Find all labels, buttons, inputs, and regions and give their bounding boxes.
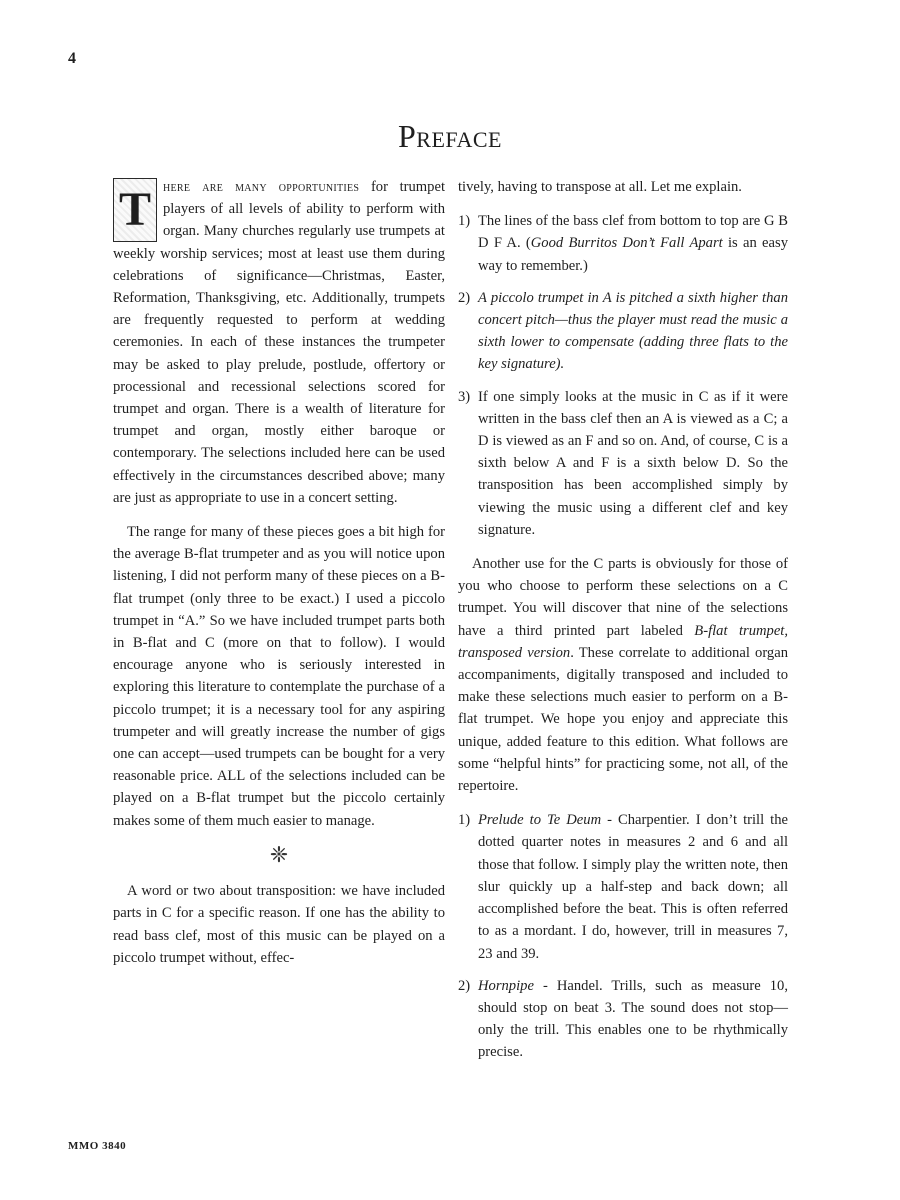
list-item: 2) A piccolo trumpet in A is pitched a sixth higher than concert pitch—thus the player must read the music a sixth lower to compensate (adding three flats to the key signature).	[458, 289, 788, 373]
intro-lead-smallcaps: here are many opportunities	[163, 179, 360, 195]
transposition-list	[458, 210, 788, 541]
list-item: 2) Hornpipe - Handel. Trills, such as measure 10, should stop on beat 3. The sound does not stop—only the trill. This enables one to be rhythmically precise.	[458, 977, 788, 1061]
list-item: 3) If one simply looks at the music in C as if it were written in the bass clef then an A is viewed as a C; a D is viewed as an F and so on. And, of course, C is a sixth below A and F is a sixth below D. So the transposition has been accomplished simply by viewing the music using a different clef and key signature.	[458, 388, 788, 538]
page-number: 4	[68, 50, 76, 67]
page-title: Preface	[397, 118, 502, 154]
paragraph-intro	[113, 176, 445, 509]
paragraph-transposition: A word or two about transposition: we have included parts in C for a specific reason. If one has the ability to read bass clef, most of this music can be played on a piccolo trumpet without, effec-	[113, 883, 445, 966]
footer-catalog-number: MMO 3840	[68, 1140, 127, 1152]
left-column	[113, 176, 445, 981]
hints-list	[458, 809, 788, 1063]
paragraph-range: The range for many of these pieces goes a bit high for the average B-flat trumpeter and as you will notice upon listening, I did not perform many of these pieces on a B-flat trumpet (only three to be exact.) I used a piccolo trumpet in “A.” So we have included trumpet parts both in B-flat and C (more on that to follow). I would encourage anyone who is seriously interested in exploring this literature to contemplate the purchase of a piccolo trumpet; it is a necessary tool for any aspiring trumpeter and will greatly increase the number of gigs one can accept—used trumpets can be bought for a very reasonable price. ALL of the selections included can be played on a B-flat trumpet but the piccolo certainly makes some of them much easier to manage.	[113, 524, 445, 829]
ornament-icon: ❈	[269, 841, 289, 867]
intro-text: for trumpet players of all levels of ability to perform with organ. Many churches regularly use trumpets at weekly worship services; most at least use them during celebrations of significance—Christmas, Easter, Reformation, Thanksgiving, etc. Additionally, trumpets are frequently requested to perform at wedding ceremonies. In each of these instances the trumpeter may be asked to play prelude, postlude, offertory or processional and recessional selections scored for trumpet and organ. There is a wealth of literature for trumpet and organ, mostly either baroque or contemporary. The selections included here can be used effectively in the circumstances described above; many are just as appropriate to use in a concert setting.	[113, 179, 445, 506]
paragraph-c-parts: Another use for the C parts is obviously for those of you who choose to perform these selections on a C trumpet. You will discover that nine of the selections have a third printed part labeled B-flat trumpet, transposed version. These correlate to additional organ accompaniments, digitally transposed and included to make these selections much easier to perform on a B-flat trumpet. We hope you enjoy and appreciate this unique, added feature to this edition. What follows are some “helpful hints” for practicing some, not all, of the repertoire.	[458, 556, 789, 795]
list-item: 1) The lines of the bass clef from bottom to top are G B D F A. (Good Burritos Don’t Fall Apart is an easy way to remember.)	[458, 213, 788, 274]
paragraph-continued: tively, having to transpose at all. Let me explain.	[458, 179, 742, 195]
drop-cap: T	[113, 178, 157, 242]
list-item: 1) Prelude to Te Deum - Charpentier. I don’t trill the dotted quarter notes in measures 2 and 6 and all those that follow. I simply play the written note, then slur quickly up a half-step and back down; all accomplished before the beat. This is often referred to as a mordant. I do, however, trill in measures 7, 23 and 39.	[458, 812, 788, 962]
right-column	[458, 176, 788, 1076]
